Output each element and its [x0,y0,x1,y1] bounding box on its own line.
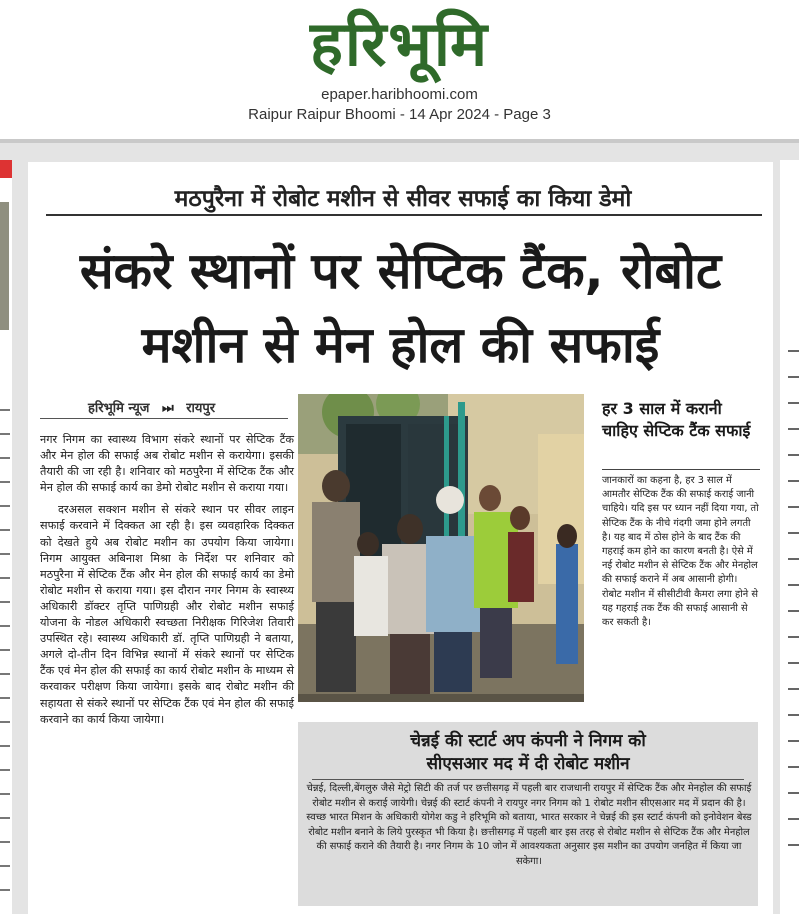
adjacent-article-right [780,160,799,914]
byline [88,398,215,416]
news-photo [298,394,584,702]
site-url[interactable]: epaper.haribhoomi.com [321,86,478,103]
adjacent-red-marker [0,160,12,178]
headline-line-1: संकरे स्थानों पर सेप्टिक टैंक, रोबोट [79,242,722,300]
byline-place: रायपुर [186,401,216,416]
info-box-title-line-1: चेन्नई की स्टार्ट अप कंपनी ने निगम को [410,731,646,751]
adjacent-text-lines [0,400,10,900]
robot-machine-demo-photo [298,394,584,702]
sidebox-text: जानकारों का कहना है, हर 3 साल में आमतौर सेप्टिक टैंक की सफाई कराई जानी चाहिये। यदि इस पर ध्यान नहीं दिया गया, तो सेप्टिक टैंक के नीचे गंदगी जमा होने लगती है। यह बाद में ठोस होने के बाद टैंक की गहराई कम होने का कारण बनती है। ऐसे में नई रोबोट मशीन से सेप्टिक टैंक और मेनहोल की सफाई कराने में अब आसानी होगी। रोबोट मशीन में सीसीटीवी कैमरा लगा होने से यह गहराई तक टैंक की सफाई आसानी से कर सकती है। [602,475,759,629]
body-paragraph: दरअसल सक्शन मशीन से संकरे स्थान पर सीवर लाइन सफाई करवाने में दिक्कत आ रही है। इस व्यवहारिक दिक्कत को देखते हुये अब रोबोट मशीन का उपयोग किया जायेगा। निगम आयुक्त अबिनाश मिश्रा के निर्देश पर शनिवार को मठपुरैना में सेप्टिक टैंक और मेन होल की सफाई कार्य का डेमो रोबोट मशीन से कराया गया। इस दौरान नगर निगम के स्वास्थ्य अधिकारी डॉक्टर तृप्ति पाणिग्रही और रोबोट मशीन सफाई योजना के नोडल अधिकारी स्वच्छता निरीक्षक गिरिजेश तिवारी उपस्थित रहे। स्वास्थ्य अधिकारी डॉ. तृप्ति पाणिग्रही ने बताया, अगले दो-तीन दिन विभिन्न स्थानों में संकरे स्थानों पर सेप्टिक टैंक एवं मेन होल की सफाई का कार्य रोबोट मशीन के माध्यम से करवाकर परीक्षण किया जायेगा। इसके बाद रोबोट मशीन की सहायता से संकरे स्थानों पर सेप्टिक टैंक एवं मेन होल की सफाई करवाने का कार्य किया जायेगा। [40,503,295,726]
headline-line-2: मशीन से मेन होल की सफाई [141,316,660,374]
info-box-text: चेन्नई, दिल्ली,बेंगलुरु जैसे मेट्रो सिटी की तर्ज पर छत्तीसगढ़ में पहली बार राजधानी रायपुर में सेप्टिक टैंक और मेनहोल की सफाई रोबोट मशीन से कराई जायेगी। चेन्नई की स्टार्ट कंपनी ने रायपुर नगर निगम को 1 रोबोट मशीन सीएसआर मद में प्रदान की है। स्वच्छ भारत मिशन के अधिकारी योगेश कडु ने हरिभूमि को बताया, भारत सरकार ने चेन्नई की इस स्टार्ट कंपनी को इनोवेशन बेस्ड रोबोट मशीन बनाने के लिये पुरस्कृत भी किया है। छत्तीसगढ़ में पहली बार इस तरह से रोबोट मशीन से सेप्टिक टैंक और मेनहोल की सफाई कराने की तैयारी है। नगर निगम के 10 जोन में आवश्यकता अनुसार इस मशीन का उपयोग जनहित में किया जा सकेगा। [306,783,752,867]
edition-line: Raipur Raipur Bhoomi - 14 Apr 2024 - Page 3 [248,106,551,123]
fast-forward-icon: ⏭ [161,401,174,416]
news-article [28,162,773,914]
info-box-title-line-2: सीएसआर मद में दी रोबोट मशीन [426,754,630,774]
adjacent-photo [0,202,9,330]
info-box-title [298,730,758,776]
byline-source: हरिभूमि न्यूज [88,401,150,416]
sidebox-divider [602,469,760,470]
byline-divider [40,418,288,419]
kicker-underline [46,214,762,216]
adjacent-article-left [0,160,12,914]
newspaper-logo: हरिभूमि [309,7,490,80]
article-headline [28,234,773,382]
masthead [0,0,799,140]
info-box-divider [312,779,744,780]
article-body [40,432,294,734]
adjacent-text-lines [788,340,799,860]
article-kicker: मठपुरैना में रोबोट मशीन से सीवर सफाई का किया डेमो [174,186,632,212]
body-paragraph: नगर निगम का स्वास्थ्य विभाग संकरे स्थानों पर सेप्टिक टैंक और मेन होल की सफाई अब रोबोट मशीन से करायेगा। इसकी तैयारी की जा रही है। शनिवार को मठपुरैना में सेप्टिक टैंक और मेन होल की सफाई कार्य का डेमो रोबोट मशीन से कराया गया। [40,433,294,495]
sidebox-title: हर 3 साल में करानी चाहिए सेप्टिक टैंक सफाई [602,399,751,440]
